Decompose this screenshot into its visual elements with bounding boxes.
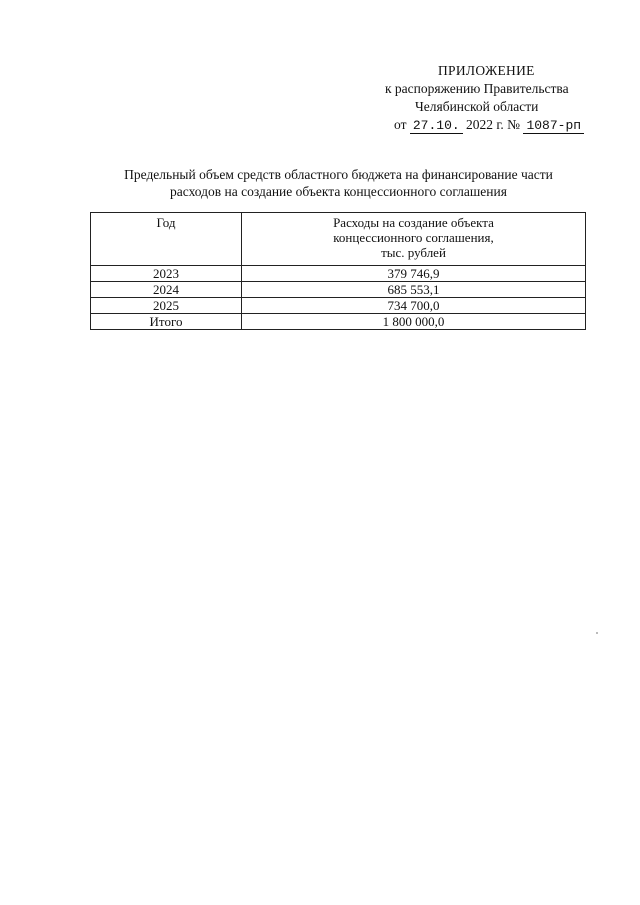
header-expenses-line-2: концессионного соглашения, xyxy=(333,230,494,245)
header-expenses-line-1: Расходы на создание объекта xyxy=(333,215,494,230)
header-year: Год xyxy=(91,213,242,266)
title-line-2: расходов на создание объекта концессионного соглашения xyxy=(170,184,507,199)
date-value: 27.10. xyxy=(410,118,463,134)
row-year: 2023 xyxy=(91,266,242,282)
row-amount: 379 746,9 xyxy=(242,266,586,282)
row-year: 2025 xyxy=(91,298,242,314)
order-number: 1087-рп xyxy=(523,118,584,134)
table-header-row xyxy=(91,213,586,266)
table-row xyxy=(91,298,586,314)
date-prefix: от xyxy=(394,117,407,132)
total-amount: 1 800 000,0 xyxy=(242,314,586,330)
row-year: 2024 xyxy=(91,282,242,298)
appendix-line-2: Челябинской области xyxy=(415,99,539,114)
appendix-date-line xyxy=(394,116,584,134)
total-label: Итого xyxy=(91,314,242,330)
header-expenses xyxy=(242,213,586,266)
title-line-1: Предельный объем средств областного бюджета на финансирование части xyxy=(124,167,553,182)
header-expenses-line-3: тыс. рублей xyxy=(381,245,446,260)
table-row xyxy=(91,282,586,298)
year-text: 2022 г. № xyxy=(466,117,521,132)
table-row xyxy=(91,266,586,282)
row-amount: 734 700,0 xyxy=(242,298,586,314)
appendix-line-1: к распоряжению Правительства xyxy=(385,81,569,96)
expenses-table xyxy=(90,212,586,330)
document-title xyxy=(90,166,587,200)
row-amount: 685 553,1 xyxy=(242,282,586,298)
table-total-row xyxy=(91,314,586,330)
scan-speck xyxy=(596,632,598,634)
appendix-title: ПРИЛОЖЕНИЕ xyxy=(438,63,535,78)
